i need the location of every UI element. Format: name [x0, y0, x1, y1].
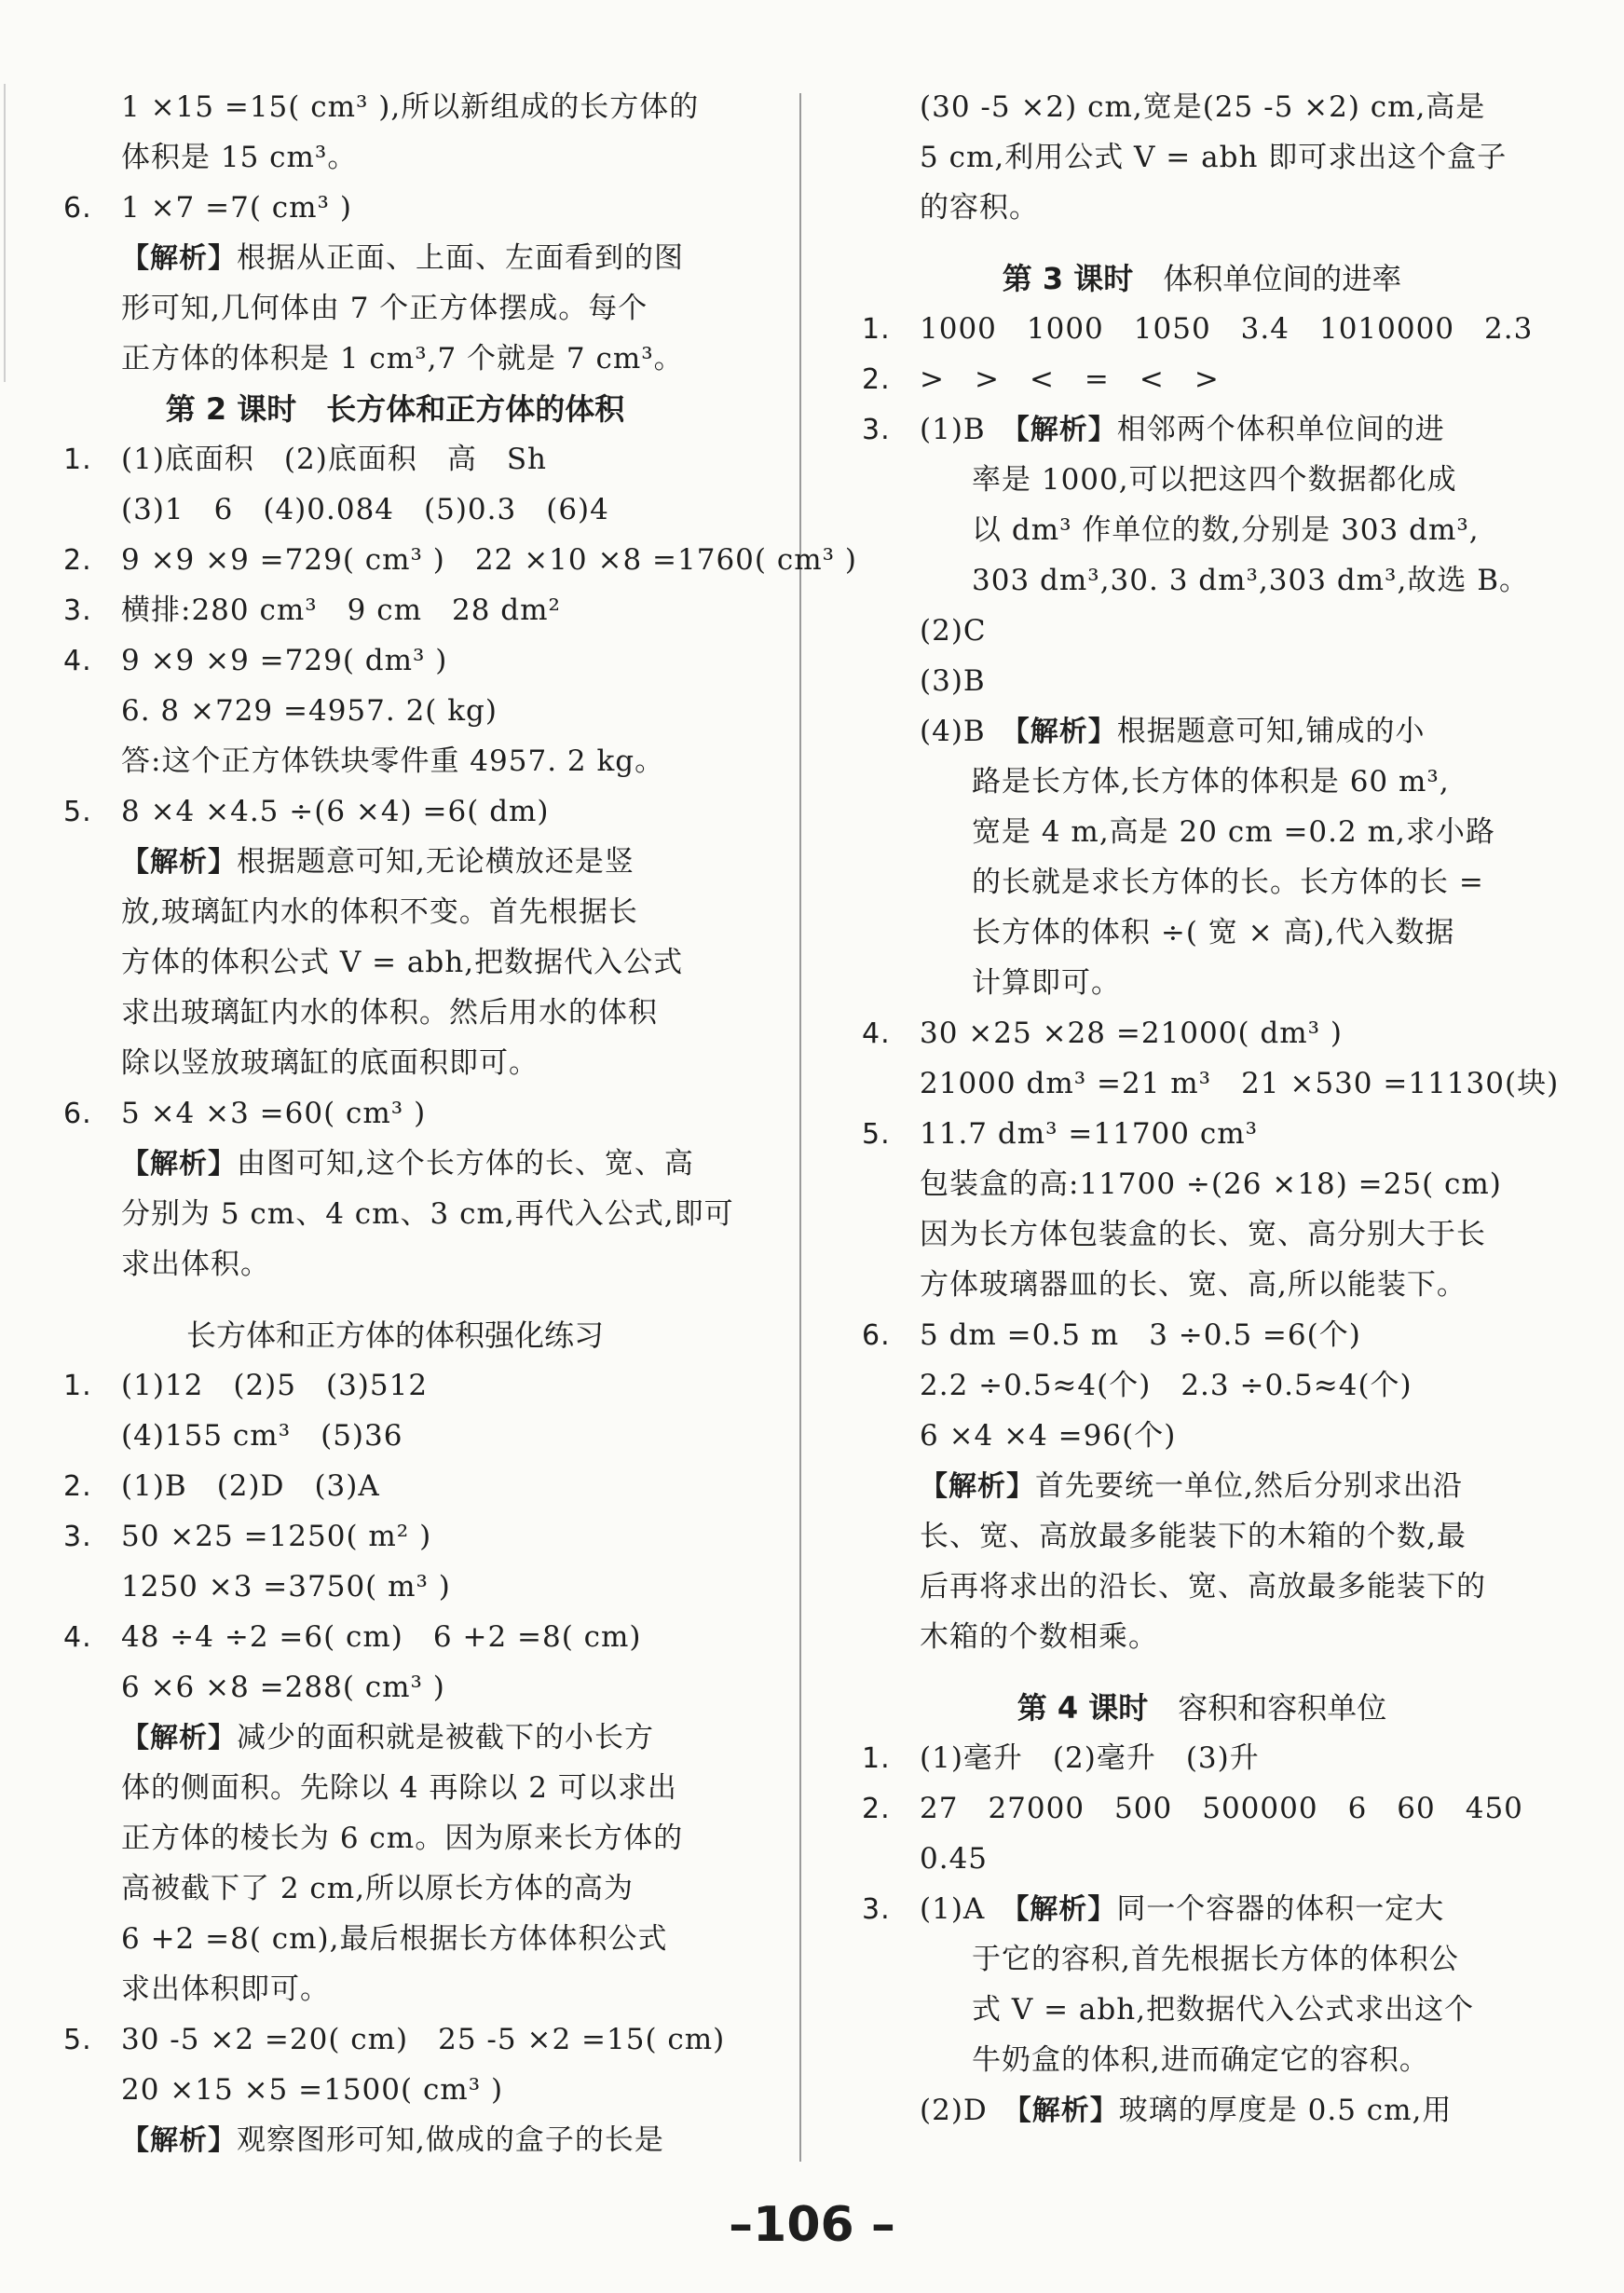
explanation-line: 计算即可。	[972, 966, 1121, 1000]
answer-line: 6 ×4 ×4 =96(个)	[920, 1419, 1177, 1453]
answer-line: 6. 8 ×729 =4957. 2( kg)	[121, 694, 498, 728]
question-number: 6.	[862, 1319, 891, 1352]
answer-text: > > < = < >	[920, 362, 1220, 396]
answer-line: (3)B	[920, 664, 986, 698]
answer-text: 8 ×4 ×4.5 ÷(6 ×4) =6( dm)	[121, 795, 550, 828]
answer-line	[862, 354, 1542, 404]
explanation-tag: 【解析】	[1015, 1893, 1117, 1926]
answer-line	[63, 1612, 727, 1662]
answer-line	[63, 1461, 727, 1511]
explanation-line: 路是长方体,长方体的体积是 60 m³,	[972, 765, 1450, 798]
question-number: 1.	[63, 444, 92, 476]
explanation-text: 同一个容器的体积一定大	[1116, 1892, 1445, 1926]
explanation-text: 首先要统一单位,然后分别求出沿	[1035, 1469, 1463, 1503]
section-title	[862, 253, 1542, 304]
explanation-line: 长、宽、高放最多能装下的木箱的个数,最	[920, 1520, 1467, 1553]
text-line: (30 -5 ×2) cm,宽是(25 -5 ×2) cm,高是	[920, 90, 1486, 124]
explanation-line	[63, 233, 727, 283]
explanation-line: 求出玻璃缸内水的体积。然后用水的体积	[121, 996, 658, 1030]
lesson-number: 第 3 课时	[1002, 261, 1134, 296]
text-line: 5 cm,利用公式 V = abh 即可求出这个盒子	[920, 141, 1508, 174]
explanation-tag: 【解析】	[1015, 414, 1117, 446]
lesson-number: 第 4 课时	[1017, 1690, 1149, 1726]
explanation-text: 减少的面积就是被截下的小长方	[237, 1721, 654, 1754]
answer-line: (3)1 6 (4)0.084 (5)0.3 (6)4	[121, 493, 609, 526]
explanation-line: 6 +2 =8( cm),最后根据长方体体积公式	[121, 1922, 668, 1956]
answer-line	[862, 304, 1542, 354]
answer-line	[862, 1008, 1542, 1058]
answer-line: 因为长方体包装盒的长、宽、高分别大于长	[920, 1218, 1486, 1251]
explanation-line: 求出体积。	[121, 1248, 270, 1281]
question-number: 6.	[63, 192, 92, 225]
explanation-tag: 【解析】	[121, 1148, 237, 1181]
answer-line	[63, 1088, 727, 1139]
answer-line: 2.2 ÷0.5≈4(个) 2.3 ÷0.5≈4(个)	[920, 1369, 1412, 1402]
answer-line	[862, 1109, 1542, 1159]
explanation-line: 除以竖放玻璃缸的底面积即可。	[121, 1046, 539, 1080]
explanation-line: 形可知,几何体由 7 个正方体摆成。每个	[121, 292, 648, 325]
answer-line	[63, 2014, 727, 2065]
question-number: 4.	[862, 1017, 891, 1050]
answer-line	[63, 585, 727, 635]
answer-line	[63, 786, 727, 837]
explanation-line: 于它的容积,首先根据长方体的体积公	[972, 1943, 1459, 1976]
explanation-line: 的长就是求长方体的长。长方体的长 =	[972, 866, 1484, 899]
question-number: 5.	[862, 1118, 891, 1151]
answer-text: 5 ×4 ×3 =60( cm³ )	[121, 1097, 427, 1130]
question-number: 3.	[63, 1521, 92, 1553]
explanation-tag: 【解析】	[121, 1722, 237, 1754]
lesson-name: 容积和容积单位	[1178, 1690, 1387, 1726]
question-number: 3.	[862, 1893, 891, 1926]
answer-text: 27 27000 500 500000 6 60 450	[920, 1792, 1523, 1825]
text-line: 1 ×15 =15( cm³ ),所以新组成的长方体的	[121, 90, 700, 124]
answer-text: (1)A	[920, 1892, 986, 1926]
left-column	[63, 82, 857, 2165]
answer-line	[862, 706, 1542, 757]
explanation-line	[63, 837, 727, 887]
question-number: 5.	[63, 796, 92, 828]
answer-line: (4)155 cm³ (5)36	[121, 1419, 403, 1453]
section-title: 长方体和正方体的体积强化练习	[185, 1317, 604, 1353]
explanation-line: 分别为 5 cm、4 cm、3 cm,再代入公式,即可	[121, 1197, 734, 1231]
section-title	[862, 1683, 1542, 1733]
right-column	[862, 82, 1560, 2136]
answer-text: (1)B (2)D (3)A	[121, 1469, 380, 1503]
answer-line: (2)C	[920, 614, 987, 648]
answer-text: 30 -5 ×2 =20( cm) 25 -5 ×2 =15( cm)	[121, 2023, 726, 2056]
question-number: 2.	[63, 544, 92, 577]
answer-line	[862, 404, 1542, 455]
question-number: 5.	[63, 2024, 92, 2056]
answer-line: 6 ×6 ×8 =288( cm³ )	[121, 1671, 445, 1704]
explanation-line: 303 dm³,30. 3 dm³,303 dm³,故选 B。	[972, 564, 1529, 597]
explanation-tag: 【解析】	[1017, 2095, 1119, 2127]
explanation-text: 玻璃的厚度是 0.5 cm,用	[1118, 2094, 1453, 2127]
question-number: 2.	[862, 1793, 891, 1825]
question-number: 6.	[63, 1098, 92, 1130]
question-number: 1.	[63, 1370, 92, 1402]
question-number: 4.	[63, 1621, 92, 1654]
answer-text: 1000 1000 1050 3.4 1010000 2.3	[920, 312, 1534, 346]
explanation-text: 根据题意可知,铺成的小	[1116, 715, 1426, 748]
question-number: 3.	[63, 594, 92, 627]
question-number: 3.	[862, 414, 891, 446]
page-edge-shadow	[4, 84, 6, 382]
explanation-line: 放,玻璃缸内水的体积不变。首先根据长	[121, 895, 638, 929]
explanation-line: 宽是 4 m,高是 20 cm =0.2 m,求小路	[972, 815, 1495, 849]
explanation-text: 相邻两个体积单位间的进	[1116, 413, 1445, 446]
explanation-tag: 【解析】	[121, 846, 237, 879]
explanation-text: 根据从正面、上面、左面看到的图	[237, 241, 684, 275]
text-line: 的容积。	[920, 191, 1039, 225]
answer-text: 11.7 dm³ =11700 cm³	[920, 1117, 1259, 1151]
explanation-line: 正方体的棱长为 6 cm。因为原来长方体的	[121, 1822, 684, 1855]
answer-text: (4)B	[920, 715, 986, 748]
answer-text: (1)毫升 (2)毫升 (3)升	[920, 1741, 1260, 1775]
answer-line: 0.45	[920, 1842, 989, 1876]
explanation-line: 长方体的体积 ÷( 宽 × 高),代入数据	[972, 916, 1455, 949]
answer-line: 包装盒的高:11700 ÷(26 ×18) =25( cm)	[920, 1167, 1502, 1201]
answer-text: (1)B	[920, 413, 986, 446]
explanation-line: 正方体的体积是 1 cm³,7 个就是 7 cm³。	[121, 342, 684, 375]
answer-line	[862, 1884, 1542, 1934]
explanation-line: 率是 1000,可以把这四个数据都化成	[972, 463, 1457, 497]
answer-line: 20 ×15 ×5 =1500( cm³ )	[121, 2073, 504, 2107]
answer-line: 答:这个正方体铁块零件重 4957. 2 kg。	[121, 744, 665, 778]
explanation-line: 以 dm³ 作单位的数,分别是 303 dm³,	[972, 513, 1480, 547]
answer-line	[63, 535, 857, 585]
explanation-line: 体的侧面积。先除以 4 再除以 2 可以求出	[121, 1771, 677, 1805]
answer-line	[862, 1310, 1542, 1360]
explanation-line	[63, 2115, 727, 2165]
column-divider	[799, 93, 801, 2162]
question-number: 4.	[63, 645, 92, 677]
answer-line	[63, 1511, 727, 1562]
answer-text: 5 dm =0.5 m 3 ÷0.5 =6(个)	[920, 1318, 1361, 1352]
explanation-line: 式 V = abh,把数据代入公式求出这个	[972, 1993, 1475, 2027]
explanation-line: 牛奶盒的体积,进而确定它的容积。	[972, 2043, 1429, 2077]
answer-line	[63, 183, 727, 233]
answer-line	[862, 1733, 1542, 1783]
lesson-name: 体积单位间的进率	[1163, 261, 1402, 296]
explanation-tag: 【解析】	[121, 242, 237, 275]
explanation-text: 根据题意可知,无论横放还是竖	[237, 845, 635, 879]
explanation-tag: 【解析】	[1015, 716, 1117, 748]
section-title: 第 2 课时 长方体和正方体的体积	[165, 391, 625, 427]
answer-line	[862, 1783, 1542, 1834]
question-number: 1.	[862, 313, 891, 346]
explanation-line: 求出体积即可。	[121, 1972, 330, 2006]
explanation-line: 方体的体积公式 V = abh,把数据代入公式	[121, 946, 684, 979]
answer-line	[63, 434, 727, 485]
explanation-text: 观察图形可知,做成的盒子的长是	[237, 2123, 664, 2157]
answer-line: 21000 dm³ =21 m³ 21 ×530 =11130(块)	[920, 1067, 1560, 1100]
question-number: 1.	[862, 1742, 891, 1775]
answer-text: 1 ×7 =7( cm³ )	[121, 191, 352, 225]
answer-text: 横排:280 cm³ 9 cm 28 dm²	[121, 594, 561, 627]
answer-text: 9 ×9 ×9 =729( cm³ ) 22 ×10 ×8 =1760( cm³ )	[121, 543, 857, 577]
answer-line	[63, 1360, 727, 1411]
explanation-line: 木箱的个数相乘。	[920, 1620, 1158, 1654]
question-number: 2.	[862, 363, 891, 396]
explanation-line: 高被截下了 2 cm,所以原长方体的高为	[121, 1872, 635, 1905]
answer-text: 9 ×9 ×9 =729( dm³ )	[121, 644, 448, 677]
explanation-line	[862, 1461, 1542, 1511]
answer-text: (2)D	[920, 2094, 988, 2127]
explanation-tag: 【解析】	[121, 2124, 237, 2157]
answer-line: 方体玻璃器皿的长、宽、高,所以能装下。	[920, 1268, 1467, 1302]
answer-line	[63, 635, 727, 686]
answer-line	[862, 2085, 1542, 2136]
answer-text: 30 ×25 ×28 =21000( dm³ )	[920, 1017, 1344, 1050]
explanation-line	[63, 1139, 727, 1189]
explanation-line	[63, 1713, 727, 1763]
answer-text: (1)底面积 (2)底面积 高 Sh	[121, 443, 548, 476]
explanation-tag: 【解析】	[920, 1470, 1035, 1503]
explanation-line: 后再将求出的沿长、宽、高放最多能装下的	[920, 1570, 1486, 1604]
answer-line: 1250 ×3 =3750( m³ )	[121, 1570, 451, 1604]
page-number: –106 –	[729, 2197, 895, 2253]
answer-text: (1)12 (2)5 (3)512	[121, 1369, 429, 1402]
question-number: 2.	[63, 1470, 92, 1503]
answer-text: 50 ×25 =1250( m² )	[121, 1520, 432, 1553]
text-line: 体积是 15 cm³。	[121, 141, 358, 174]
explanation-text: 由图可知,这个长方体的长、宽、高	[237, 1147, 694, 1181]
answer-text: 48 ÷4 ÷2 =6( cm) 6 +2 =8( cm)	[121, 1620, 642, 1654]
